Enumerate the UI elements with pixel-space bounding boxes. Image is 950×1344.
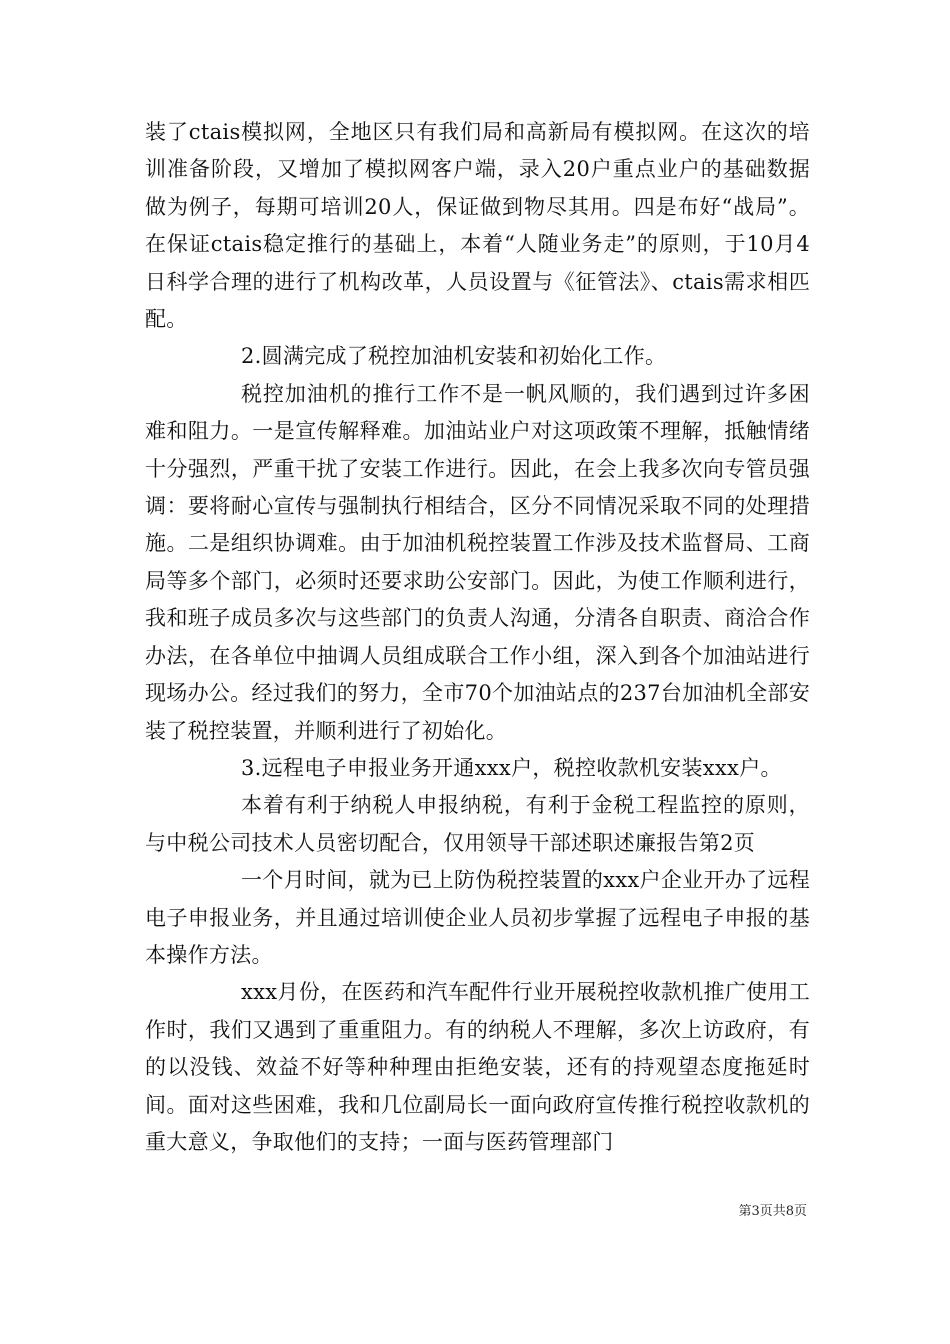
section-heading-2: 2.圆满完成了税控加油机安装和初始化工作。	[241, 344, 667, 369]
document-body	[145, 114, 810, 1161]
paragraph-e-filing-result: 一个月时间，就为已上防伪税控装置的xxx户企业开办了远程电子申报业务，并且通过培训使企业人员初步掌握了远程电子申报的基本操作方法。	[145, 868, 810, 967]
paragraph-continuation: 装了ctais模拟网，全地区只有我们局和高新局有模拟网。在这次的培训准备阶段，又增加了模拟网客户端，录入20户重点业户的基础数据做为例子，每期可培训20人，保证做到物尽其用。四是布好“战局”。在保证ctais稳定推行的基础上，本着“人随业务走”的原则，于10月4日科学合理的进行了机构改革，人员设置与《征管法》、ctais需求相匹配。	[145, 120, 810, 332]
paragraph-fuel-dispenser: 税控加油机的推行工作不是一帆风顺的，我们遇到过许多困难和阻力。一是宣传解释难。加油站业户对这项政策不理解，抵触情绪十分强烈，严重干扰了安装工作进行。因此，在会上我多次向专管员强调：要将耐心宣传与强制执行相结合，区分不同情况采取不同的处理措施。二是组织协调难。由于加油机税控装置工作涉及技术监督局、工商局等多个部门，必须时还要求助公安部门。因此，为使工作顺利进行，我和班子成员多次与这些部门的负责人沟通，分清各自职责、商洽合作办法，在各单位中抽调人员组成联合工作小组，深入到各个加油站进行现场办公。经过我们的努力，全市70个加油站点的237台加油机全部安装了税控装置，并顺利进行了初始化。	[145, 381, 810, 743]
page-number-footer: 第3页共8页	[738, 1204, 807, 1219]
paragraph-cash-register: xxx月份，在医药和汽车配件行业开展税控收款机推广使用工作时，我们又遇到了重重阻力。有的纳税人不理解，多次上访政府，有的以没钱、效益不好等种种理由拒绝安装，还有的持观望态度拖延时间。面对这些困难，我和几位副局长一面向政府宣传推行税控收款机的重大意义，争取他们的支持；一面与医药管理部门	[145, 980, 810, 1154]
paragraph-e-filing-intro: 本着有利于纳税人申报纳税，有利于金税工程监控的原则，与中税公司技术人员密切配合，仅用领导干部述职述廉报告第2页	[145, 793, 810, 855]
section-heading-3: 3.远程电子申报业务开通xxx户，税控收款机安装xxx户。	[241, 755, 782, 780]
